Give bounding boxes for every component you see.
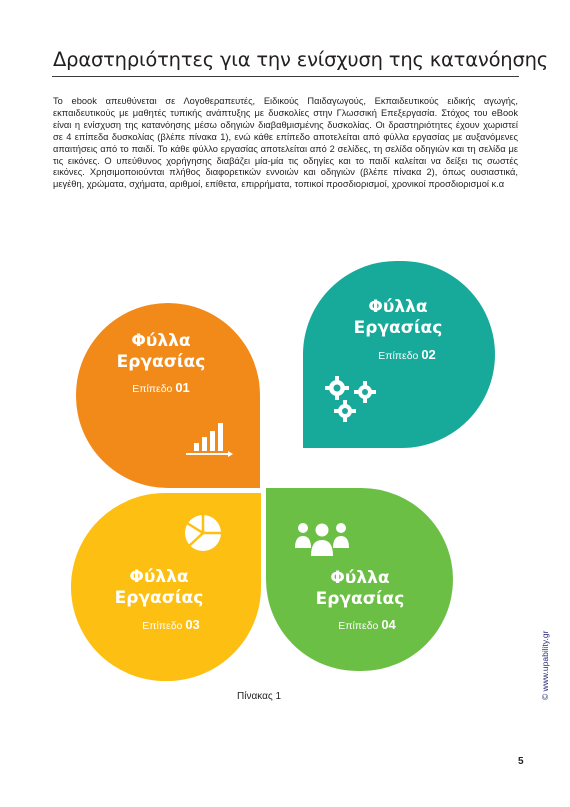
petal-level-word: Επίπεδο [132,383,173,395]
intro-line: αποτελείται από φύλλα εργασίας με αυξανόμενες απαιτήσεις από το παιδί. Το κάθε φύλλο εργασίας [53,131,518,154]
petal-label-line1: Φύλλα [330,568,390,588]
petal-level [106,380,216,395]
page-title: Δραστηριότητες για την ενίσχυση της κατανόησης [53,48,549,71]
petal-label-line1: Φύλλα [129,567,189,587]
intro-line: δραστηριότητες έχουν χωριστεί σε 4 επίπεδα δυσκολίας (βλέπε πίνακα 1), ενώ κάθε επίπεδο [53,119,518,142]
people-icon [292,520,352,558]
petal-label-line2: Εργασίας [114,588,204,608]
petal-label-line1: Φύλλα [368,297,428,317]
petal-level [347,347,467,362]
petal-label [302,568,418,610]
petal-label-line2: Εργασίας [116,352,206,372]
worksheet-level-04-petal [266,488,453,671]
intro-line: σχήματα, αριθμοί, επίθετα, επιρρήματα, τοπικοί προσδιορισμοί, χρονικοί προσδιορισμοί κ.α [129,179,505,190]
petal-label-line2: Εργασίας [353,318,443,338]
petal-level-word: Επίπεδο [142,620,183,632]
gears-icon [323,375,379,423]
intro-line: διαβάζει μία-μία τις οδηγίες και το παιδί καλείται να δείξει τις σωστές εικόνες. Χρησιμοποιούνται [53,155,518,178]
petal-label [341,297,455,339]
figure-caption: Πίνακας 1 [237,691,282,702]
petal-level-number: 03 [185,617,200,632]
intro-line: αγωγής, εκπαιδευτικούς με μαθητές τυπικής ανάπτυξης με δυσκολίες στην Γλωσσική Επεξεργασία. [53,96,518,118]
worksheet-level-03-petal [71,493,261,681]
petal-level [111,617,231,632]
pie-chart-icon [183,513,223,553]
petal-label [99,567,219,609]
petal-level-word: Επίπεδο [378,350,419,362]
title-rule [52,76,519,77]
petal-level-number: 02 [421,347,436,362]
intro-line: πλήθος διαφορετικών εννοιών και οδηγιών (βλέπε πίνακα 2), όπως ουσιαστικά, μεγέθη, χρώματα, [53,167,518,190]
petal-level [302,617,432,632]
worksheet-level-02-petal [303,261,495,448]
intro-line: Στόχος του eBook είναι η ενίσχυση της κατανόησης μέσω οδηγιών διαβαθμισμένης δυσκολίας. Οι [53,107,519,130]
petal-label [106,331,216,373]
intro-line: Το ebook απευθύνεται σε Λογοθεραπευτές, Ειδικούς Παιδαγωγούς, Εκπαιδευτικούς ειδικής [53,96,476,106]
bar-chart-icon [182,415,234,457]
petal-label-line2: Εργασίας [315,589,405,609]
worksheet-level-01-petal [76,303,260,488]
intro-line: αποτελείται από 2 σελίδες, τη σελίδα οδηγιών και τη σελίδα με τις εικόνες. Ο υπεύθυνος χορήγησης [53,143,518,166]
intro-paragraph [53,96,518,191]
petal-level-number: 04 [381,617,396,632]
page-number: 5 [518,756,524,767]
petal-label-line1: Φύλλα [131,331,191,351]
petal-level-number: 01 [175,380,190,395]
copyright-url[interactable]: © www.upability.gr [540,630,550,700]
petal-level-word: Επίπεδο [338,620,379,632]
